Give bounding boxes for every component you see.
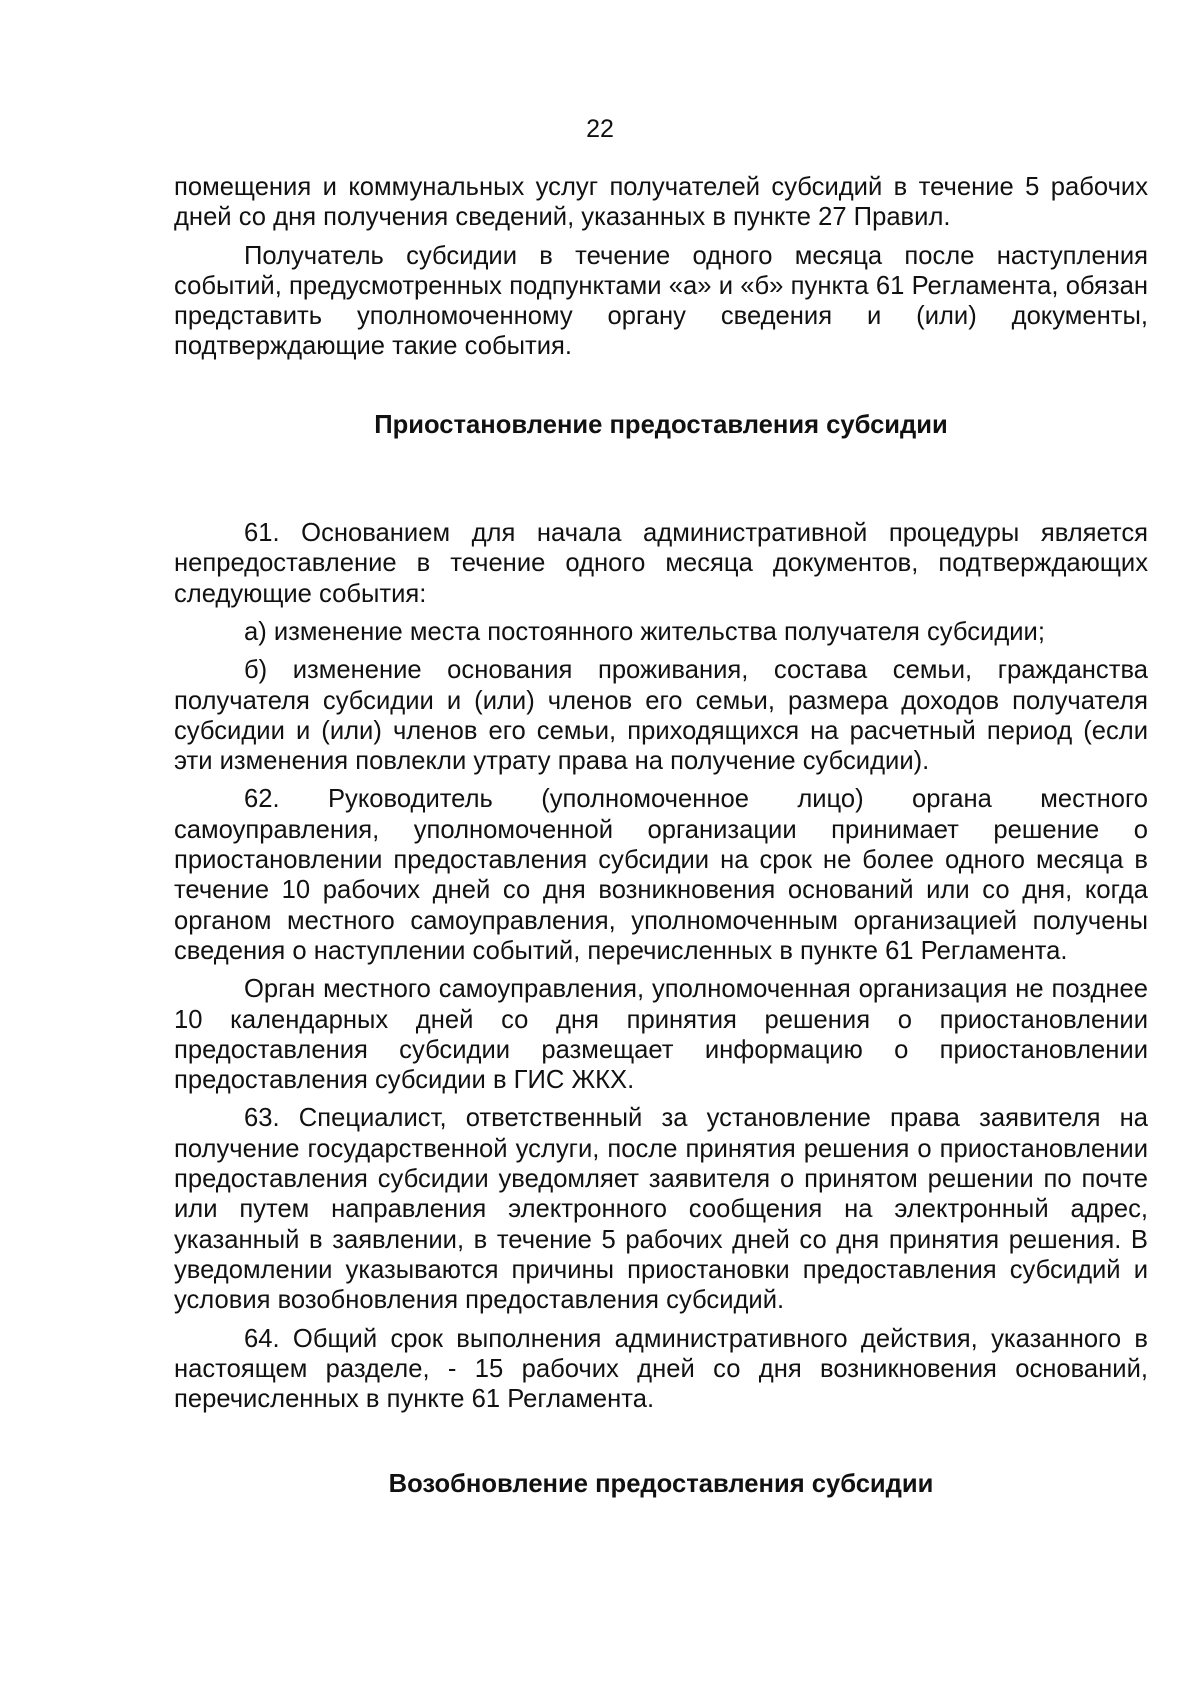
paragraph-64: 64. Общий срок выполнения административного действия, указанного в настоящем разделе, - 15 рабочих дней со дня возникновения оснований, перечисленных в пункте 61 Регламента. xyxy=(174,1324,1148,1414)
paragraph-61-b: б) изменение основания проживания, состава семьи, гражданства получателя субсидии и (или) членов его семьи, размера доходов получателя субсидии и (или) членов его семьи, приходящихся на расчетный период (если эти изменения повлекли утрату права на получение субсидии). xyxy=(174,656,1148,776)
paragraph-62-gis: Орган местного самоуправления, уполномоченная организация не позднее 10 календарных дней со дня принятия решения о приостановлении предоставления субсидии размещает информацию о приостановлении предоставления субсидии в ГИС ЖКХ. xyxy=(174,975,1148,1095)
section-heading-suspension: Приостановление предоставления субсидии xyxy=(374,410,948,439)
page-number: 22 xyxy=(586,115,614,143)
paragraph-61-a: а) изменение места постоянного жительства получателя субсидии; xyxy=(244,617,1045,646)
paragraph-63: 63. Специалист, ответственный за установление права заявителя на получение государственной услуги, после принятия решения о приостановлении предоставления субсидии уведомляет заявителя о принятом решении по почте или путем направления электронного сообщения на электронный адрес, указанный в заявлении, в течение 5 рабочих дней со дня принятия решения. В уведомлении указываются причины приостановки предоставления субсидий и условия возобновления предоставления субсидий. xyxy=(174,1104,1148,1315)
document-body xyxy=(174,172,1148,1500)
paragraph-62: 62. Руководитель (уполномоченное лицо) органа местного самоуправления, уполномоченной организации принимает решение о приостановлении предоставления субсидии на срок не более одного месяца в течение 10 рабочих дней со дня возникновения оснований или со дня, когда органом местного самоуправления, уполномоченным организацией получены сведения о наступлении событий, перечисленных в пункте 61 Регламента. xyxy=(174,785,1148,965)
paragraph-61: 61. Основанием для начала административной процедуры является непредоставление в течение одного месяца документов, подтверждающих следующие события: xyxy=(174,519,1148,608)
paragraph-recipient-obligation: Получатель субсидии в течение одного месяца после наступления событий, предусмотренных подпунктами «а» и «б» пункта 61 Регламента, обязан представить уполномоченному органу сведения и (или) документы, подтверждающие такие события. xyxy=(174,241,1148,361)
section-heading-resumption: Возобновление предоставления субсидии xyxy=(388,1470,934,1499)
paragraph-continuation: помещения и коммунальных услуг получателей субсидий в течение 5 рабочих дней со дня получения сведений, указанных в пункте 27 Правил. xyxy=(174,173,1148,232)
